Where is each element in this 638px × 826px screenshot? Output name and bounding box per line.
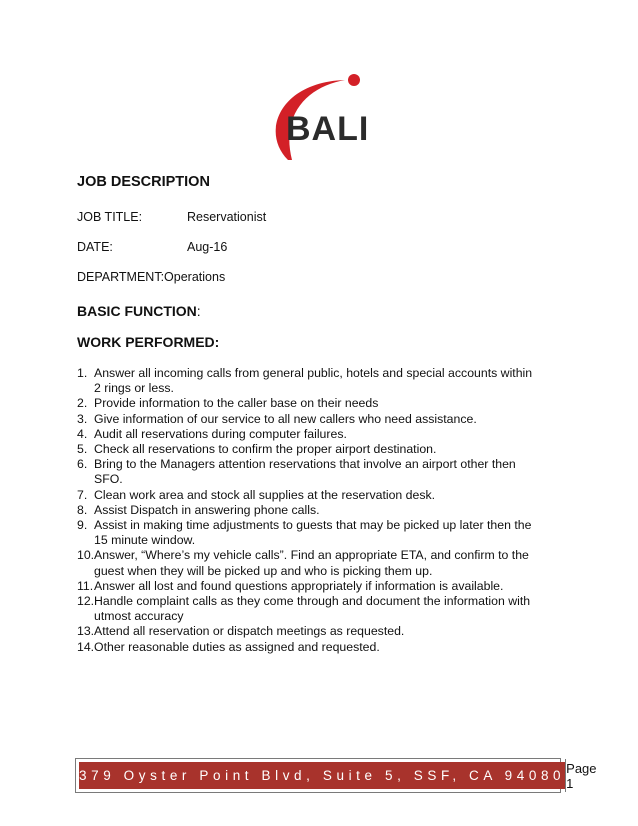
task-number: 11.	[77, 578, 94, 593]
task-text: Clean work area and stock all supplies at the reservation desk.	[94, 487, 436, 502]
task-number: 2.	[77, 396, 88, 411]
task-list	[77, 366, 537, 655]
list-item	[77, 624, 537, 639]
task-number: 3.	[77, 411, 88, 426]
basic-function-text: BASIC FUNCTION	[77, 303, 197, 319]
task-text: Audit all reservations during computer failures.	[94, 426, 347, 441]
work-performed-heading: WORK PERFORMED:	[77, 334, 220, 350]
task-number: 10.	[77, 548, 95, 563]
page-footer	[75, 758, 597, 793]
date-label: DATE:	[77, 240, 113, 254]
list-item	[77, 412, 537, 427]
page-number: Page 1	[566, 760, 597, 791]
task-text: Check all reservations to confirm the proper airport destination.	[94, 442, 437, 457]
logo-dot	[348, 74, 360, 86]
task-number: 12.	[77, 594, 95, 609]
list-item	[77, 442, 537, 457]
department-text: DEPARTMENT:Operations	[77, 270, 226, 284]
list-item	[77, 366, 537, 396]
task-text: Other reasonable duties as assigned and requested.	[94, 639, 380, 654]
date-row	[77, 240, 227, 254]
list-item	[77, 488, 537, 503]
task-text: Answer all lost and found questions appropriately if information is available.	[94, 578, 504, 593]
task-text: Give information of our service to all new callers who need assistance.	[94, 411, 477, 426]
list-item	[77, 640, 537, 655]
task-number: 14.	[77, 639, 95, 654]
list-item	[77, 457, 537, 487]
task-number: 8.	[77, 502, 88, 517]
department-row	[77, 270, 225, 284]
task-number: 13.	[77, 624, 95, 639]
list-item	[77, 548, 537, 578]
task-number: 9.	[77, 518, 88, 533]
list-item	[77, 396, 537, 411]
task-number: 7.	[77, 487, 88, 502]
job-title-label: JOB TITLE:	[77, 210, 143, 224]
job-title-value: Reservationist	[187, 210, 267, 224]
list-item	[77, 579, 537, 594]
task-number: 4.	[77, 426, 88, 441]
task-text: Attend all reservation or dispatch meetings as requested.	[94, 624, 405, 639]
basic-function-heading	[77, 303, 201, 319]
list-item	[77, 518, 537, 548]
task-number: 5.	[77, 442, 88, 457]
task-text: Answer, “Where’s my vehicle calls”. Find an appropriate ETA, and confirm to the guest when they will be picked up and who is picking them up.	[94, 548, 529, 578]
task-number: 1.	[77, 366, 88, 380]
task-text: Bring to the Managers attention reservations that involve an airport other then SFO.	[94, 457, 516, 487]
job-title-row	[77, 210, 266, 224]
task-text: Answer all incoming calls from general public, hotels and special accounts within 2 rings or less.	[94, 366, 533, 396]
basic-function-colon: :	[196, 303, 201, 319]
task-text: Provide information to the caller base on their needs	[94, 396, 379, 411]
footer-address: 379 Oyster Point Blvd, Suite 5, SSF, CA 94080	[79, 762, 565, 789]
list-item	[77, 594, 537, 624]
date-value: Aug-16	[187, 240, 228, 254]
document-title: JOB DESCRIPTION	[77, 174, 210, 190]
task-number: 6.	[77, 457, 88, 472]
list-item	[77, 503, 537, 518]
task-text: Handle complaint calls as they come through and document the information with utmost accuracy	[94, 594, 531, 624]
list-item	[77, 427, 537, 442]
task-text: Assist in making time adjustments to guests that may be picked up later then the 15 minute window.	[94, 518, 532, 548]
logo-wordmark: BALI	[286, 110, 370, 148]
task-text: Assist Dispatch in answering phone calls.	[94, 502, 320, 517]
